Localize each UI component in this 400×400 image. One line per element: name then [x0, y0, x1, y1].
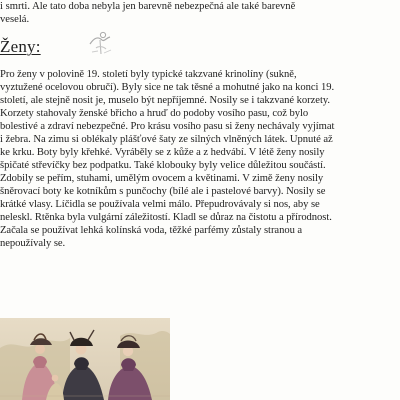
- text-line: nepoužívaly se.: [0, 238, 66, 249]
- section-heading: Ženy:: [0, 37, 41, 56]
- text-line: šněrovací boty ke kotníkům s punčochy (bílé ale i pastelové barvy). Nosily se: [0, 186, 326, 197]
- text-line: špičaté střevíčky bez podpatku. Také klobouky byly velice důležitou součástí.: [0, 160, 326, 171]
- text-line: století, ale stejně nosit je, muselo být nepříjemné. Nosily se i takzvané korzety.: [0, 95, 331, 106]
- text-line: veselá.: [0, 14, 30, 25]
- text-line: ke krku. Boty byly křehké. Vyráběly se z kůže a z hedvábí. V létě ženy nosily: [0, 147, 325, 158]
- text-line: Korzety stahovaly ženské břicho a hruď do podoby vosího pasu, což bylo: [0, 108, 309, 119]
- text-line: vyztužené ocelovou obručí). Byly sice ne tak těsné a mohutné jako na konci 19.: [0, 82, 335, 93]
- text-line: krátké vlasy. Líčidla se používala velmi málo. Přepudrovávaly si nos, aby se: [0, 199, 320, 210]
- fashion-plate-image: [0, 318, 170, 400]
- text-line: i smrti. Ale tato doba nebyla jen barevně nebezpečná ale také barevně: [0, 1, 296, 12]
- text-line: Začala se používat lehká kolínská voda, těžké parfémy zůstaly stranou a: [0, 225, 303, 236]
- text-line: Pro ženy v polovině 19. století byly typické takzvané krinolíny (sukně,: [0, 69, 297, 80]
- text-line: i žebra. Na zimu si oblékaly plášťové šaty ze silných vlněných látek. Upnuté až: [0, 134, 333, 145]
- text-line: bolestivé a zdraví nebezpečné. Pro krásu vosího pasu si ženy nechávaly vyjímat: [0, 121, 335, 132]
- text-line: Zdobily se peřím, stuhami, umělým ovocem a květinami. V zimě ženy nosily: [0, 173, 324, 184]
- sketch-illustration: [84, 28, 118, 58]
- fashion-plate-drawing: [0, 318, 170, 400]
- text-line: neleskl. Rtěnka byla vulgární záležitostí. Kladl se důraz na čistotu a přírodnost.: [0, 212, 332, 223]
